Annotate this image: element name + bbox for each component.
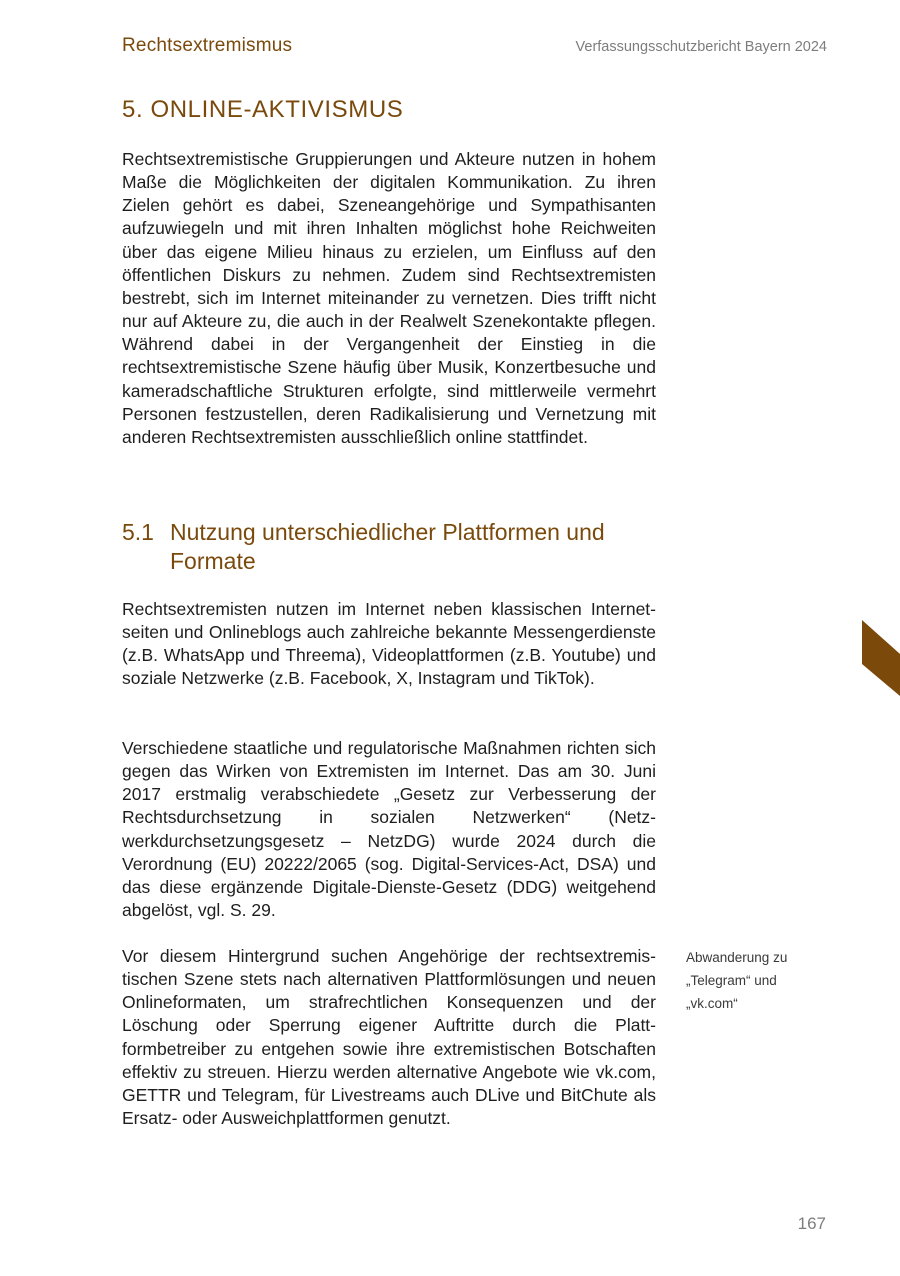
paragraph-regulation: Verschiedene staatliche und regulatorische Maßnahmen richten sich gegen das Wirken von Extremisten im Internet. Das am 30. Juni 2017 erstmalig verabschiedete „Gesetz zur Verbesserung der Rechtsdurchsetzung in sozialen Netzwerken“ (Netzwerkdurchsetzungsgesetz – NetzDG) wurde 2024 durch die Verordnung (EU) 20222/2065 (sog. Digital-Services-Act, DSA) und das diese ergänzende Digitale-Dienste-Gesetz (DDG) weitgehend abgelöst, vgl. S. 29. xyxy=(122,738,656,921)
paragraph-alternatives: Vor diesem Hintergrund suchen Angehörige der rechtsextremistischen Szene stets nach alternativen Plattformlösungen und neuen Onlineformaten, um strafrechtlichen Konsequenzen und der Löschung oder Sperrung eigener Auftritte durch die Plattformbetreiber zu entgehen sowie ihre extremistischen Botschaften effektiv zu streuen. Hierzu werden alternative Angebote wie vk.com, GETTR und Telegram, für Livestreams auch DLive und BitChute als Ersatz- oder Ausweichplattformen genutzt. xyxy=(122,946,656,1129)
chapter-tab-marker xyxy=(862,620,900,696)
section-title: Nutzung unterschiedlicher Plattformen und Formate xyxy=(170,519,605,574)
chapter-title: 5. ONLINE-AKTIVISMUS xyxy=(122,96,404,123)
running-header-publication: Verfassungsschutzbericht Bayern 2024 xyxy=(575,39,827,55)
section-heading xyxy=(122,518,662,576)
paragraph-platforms: Rechtsextremisten nutzen im Internet neben klassischen Internetseiten und Onlineblogs auch zahlreiche bekannte Messengerdienste (z.B. WhatsApp und Threema), Videoplattformen (z.B. Youtube) und soziale Netzwerke (z.B. Facebook, X, Instagram und TikTok). xyxy=(122,599,656,689)
chapter-tab-shape xyxy=(862,620,900,696)
running-header-section: Rechtsextremismus xyxy=(122,35,293,56)
intro-paragraph: Rechtsextremistische Gruppierungen und Akteure nutzen in hohem Maße die Möglichkeiten der digitalen Kommunikation. Zu ihren Zielen gehört es dabei, Szeneangehörige und Sympathisanten aufzuwiegeln und mit ihren Inhalten möglichst hohe Reichweiten über das eigene Milieu hinaus zu erzielen, um Einfluss auf den öffentlichen Diskurs zu nehmen. Zudem sind Rechtsextremisten bestrebt, sich im Internet miteinander zu vernetzen. Dies trifft nicht nur auf Akteure zu, die auch in der Realwelt Szenekontakte pflegen. Während dabei in der Vergangenheit der Einstieg in die rechtsextremistische Szene häufig über Musik, Konzertbesuche und kameradschaftliche Strukturen erfolgte, sind mittlerweile vermehrt Personen festzustellen, deren Radikalisierung und Vernetzung mit anderen Rechtsextremisten ausschließlich online stattfindet. xyxy=(122,149,656,447)
section-number: 5.1 xyxy=(122,519,154,545)
page-number: 167 xyxy=(797,1214,826,1233)
margin-note: Abwanderung zu „Telegram“ und „vk.com“ xyxy=(686,950,788,1011)
